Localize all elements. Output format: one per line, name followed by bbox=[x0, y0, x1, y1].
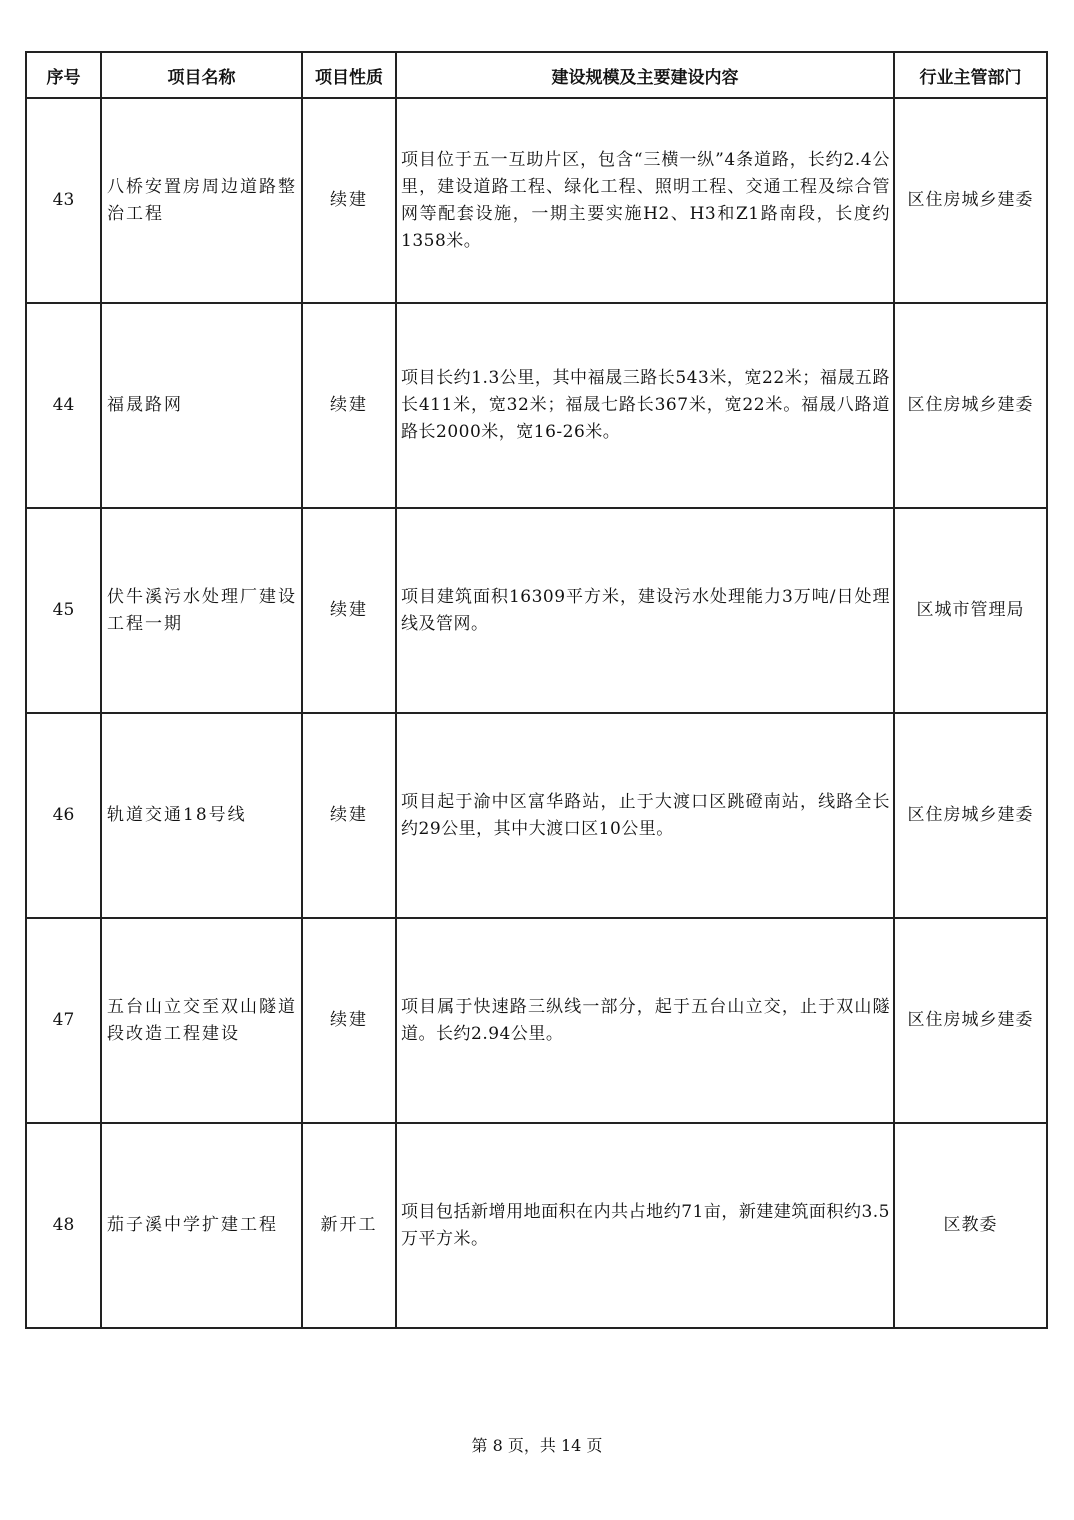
cell-no: 43 bbox=[26, 98, 101, 303]
cell-content: 项目属于快速路三纵线一部分，起于五台山立交，止于双山隧道。长约2.94公里。 bbox=[396, 918, 894, 1123]
cell-content: 项目起于渝中区富华路站，止于大渡口区跳磴南站，线路全长约29公里，其中大渡口区10公里。 bbox=[396, 713, 894, 918]
cell-content: 项目长约1.3公里，其中福晟三路长543米，宽22米；福晟五路长411米，宽32米；福晟七路长367米，宽22米。福晟八路道路长2000米，宽16-26米。 bbox=[396, 303, 894, 508]
cell-dept: 区住房城乡建委 bbox=[894, 98, 1047, 303]
table-header-row bbox=[26, 52, 1047, 98]
cell-name: 茄子溪中学扩建工程 bbox=[101, 1123, 302, 1328]
cell-nature: 续建 bbox=[302, 98, 396, 303]
table-row bbox=[26, 1123, 1047, 1328]
cell-dept: 区教委 bbox=[894, 1123, 1047, 1328]
table-row bbox=[26, 98, 1047, 303]
cell-name: 伏牛溪污水处理厂建设工程一期 bbox=[101, 508, 302, 713]
cell-content: 项目建筑面积16309平方米，建设污水处理能力3万吨/日处理线及管网。 bbox=[396, 508, 894, 713]
header-no: 序号 bbox=[26, 52, 101, 98]
cell-nature: 续建 bbox=[302, 713, 396, 918]
cell-dept: 区住房城乡建委 bbox=[894, 713, 1047, 918]
cell-nature: 续建 bbox=[302, 508, 396, 713]
cell-name: 轨道交通18号线 bbox=[101, 713, 302, 918]
cell-name: 八桥安置房周边道路整治工程 bbox=[101, 98, 302, 303]
header-nature: 项目性质 bbox=[302, 52, 396, 98]
cell-no: 44 bbox=[26, 303, 101, 508]
project-table bbox=[25, 51, 1048, 1329]
cell-content: 项目包括新增用地面积在内共占地约71亩，新建建筑面积约3.5万平方米。 bbox=[396, 1123, 894, 1328]
cell-name: 福晟路网 bbox=[101, 303, 302, 508]
cell-nature: 续建 bbox=[302, 303, 396, 508]
table-row bbox=[26, 303, 1047, 508]
header-dept: 行业主管部门 bbox=[894, 52, 1047, 98]
cell-no: 45 bbox=[26, 508, 101, 713]
cell-dept: 区住房城乡建委 bbox=[894, 918, 1047, 1123]
cell-dept: 区住房城乡建委 bbox=[894, 303, 1047, 508]
cell-content: 项目位于五一互助片区，包含“三横一纵”4条道路，长约2.4公里，建设道路工程、绿化工程、照明工程、交通工程及综合管网等配套设施，一期主要实施H2、H3和Z1路南段，长度约1358米。 bbox=[396, 98, 894, 303]
table-row bbox=[26, 918, 1047, 1123]
header-name: 项目名称 bbox=[101, 52, 302, 98]
header-content: 建设规模及主要建设内容 bbox=[396, 52, 894, 98]
cell-dept: 区城市管理局 bbox=[894, 508, 1047, 713]
cell-no: 46 bbox=[26, 713, 101, 918]
cell-nature: 续建 bbox=[302, 918, 396, 1123]
cell-no: 47 bbox=[26, 918, 101, 1123]
table-row bbox=[26, 713, 1047, 918]
table-row bbox=[26, 508, 1047, 713]
cell-no: 48 bbox=[26, 1123, 101, 1328]
cell-name: 五台山立交至双山隧道段改造工程建设 bbox=[101, 918, 302, 1123]
page-number: 第 8 页，共 14 页 bbox=[471, 1436, 603, 1455]
cell-nature: 新开工 bbox=[302, 1123, 396, 1328]
